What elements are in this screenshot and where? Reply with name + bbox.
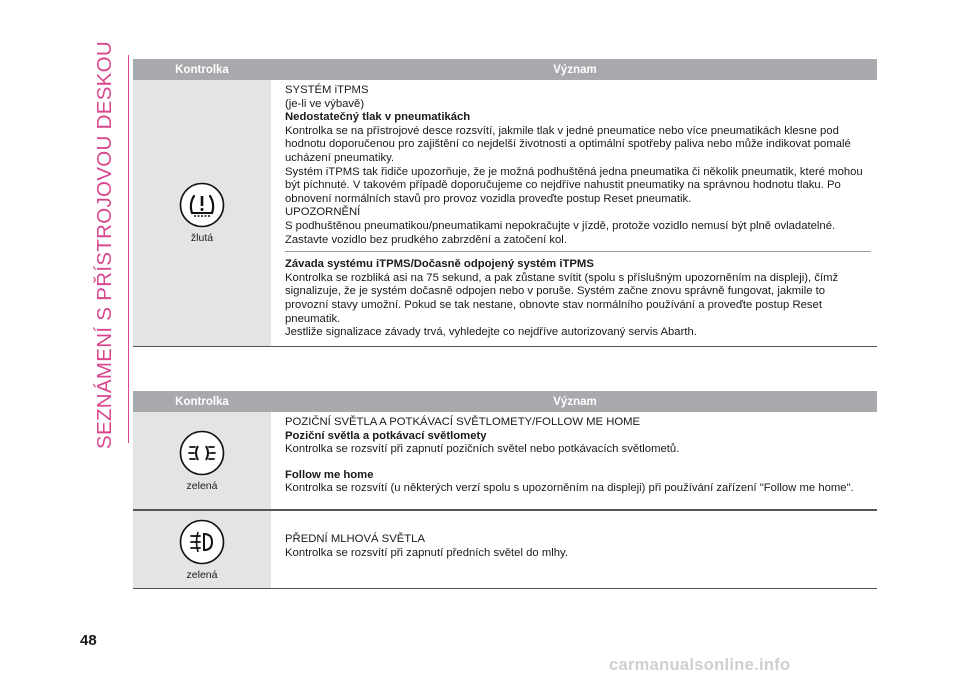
front-fog-light-icon	[179, 519, 225, 565]
paragraph-heading: Poziční světla a potkávací světlomety	[285, 429, 487, 442]
paragraph-heading: Follow me home	[285, 468, 374, 481]
icon-color-label: zelená	[186, 568, 218, 581]
paragraph-heading: Závada systému iTPMS/Dočasně odpojený systém iTPMS	[285, 258, 594, 271]
icon-color-label: zelená	[186, 479, 218, 492]
table-row	[133, 510, 877, 589]
header-kontrolka: Kontrolka	[175, 63, 229, 76]
tire-pressure-warning-icon	[179, 182, 225, 228]
paragraph: SYSTÉM iTPMS	[285, 84, 369, 96]
icon-color-label: žlutá	[190, 231, 214, 244]
table-row	[133, 412, 877, 510]
paragraph: Kontrolka se na přístrojové desce rozsvítí, jakmile tlak v jedné pneumatice nebo více pneumatikách klesne pod hodnotu doporučenou pro zajištění co nejdelší životnosti a optimální spotřeby paliva nebo může indikovat pomalé ucházení pneumatiky.	[285, 124, 851, 164]
paragraph: Kontrolka se rozsvítí (u některých verzí spolu s upozorněním na displeji) při používání zařízení "Follow me home".	[285, 482, 854, 495]
warning-table-2	[133, 391, 877, 589]
position-lights-icon	[179, 430, 225, 476]
footer-watermark: carmanualsonline.info	[609, 656, 791, 674]
warning-table-1	[133, 59, 877, 347]
paragraph: Jestliže signalizace závady trvá, vyhledejte co nejdříve autorizovaný servis Abarth.	[285, 326, 697, 339]
icon-cell	[133, 80, 271, 346]
paragraph: S podhuštěnou pneumatikou/pneumatikami nepokračujte v jízdě, protože vozidlo nemusí být plně ovladatelné. Zastavte vozidlo bez prudkého zabrzdění a zatočení kol.	[285, 219, 836, 246]
paragraph-heading: Nedostatečný tlak v pneumatikách	[285, 111, 471, 124]
table-header	[133, 391, 877, 412]
sub-section	[285, 251, 871, 340]
paragraph: Kontrolka se rozsvítí při zapnutí pozičních světel nebo potkávacích světlometů.	[285, 443, 680, 456]
icon-cell	[133, 412, 271, 509]
paragraph: (je-li ve výbavě)	[285, 97, 365, 110]
meaning-cell	[271, 80, 877, 346]
icon-cell	[133, 511, 271, 588]
header-vyznam: Význam	[553, 63, 597, 76]
paragraph: PŘEDNÍ MLHOVÁ SVĚTLA	[285, 533, 425, 545]
side-divider-line	[128, 55, 129, 443]
sub-section	[285, 465, 871, 496]
paragraph: POZIČNÍ SVĚTLA A POTKÁVACÍ SVĚTLOMETY/FOLLOW ME HOME	[285, 416, 641, 428]
paragraph: UPOZORNĚNÍ	[285, 206, 361, 219]
paragraph: Systém iTPMS tak řidiče upozorňuje, že je možná podhuštěná jedna pneumatika či několik pneumatik, které mohou být píchnuté. V takovém případě doporučujeme co nejdříve nahustit pneumatiky na správnou hodnotu tlaku. Po obnovení normálních stavů pro provoz vozidla proveďte postup Reset pneumatik.	[285, 165, 863, 205]
side-section-title: SEZNÁMENÍ S PŘÍSTROJOVOU DESKOU	[93, 41, 116, 449]
table-row	[133, 80, 877, 347]
meaning-cell	[271, 412, 877, 509]
table-header	[133, 59, 877, 80]
meaning-cell	[271, 511, 877, 588]
paragraph: Kontrolka se rozsvítí při zapnutí předních světel do mlhy.	[285, 546, 568, 559]
page-number: 48	[80, 632, 97, 649]
paragraph: Kontrolka se rozbliká asi na 75 sekund, a pak zůstane svítit (spolu s příslušným upozorněním na displeji), čímž signalizuje, že je systém dočasně odpojen nebo v poruše. Systém začne znovu správně fungovat, jakmile to provozní stavy umožní. Pokud se tak nestane, obnovte stav normálního používání a proveďte postup Reset pneumatik.	[285, 271, 839, 325]
header-vyznam: Význam	[553, 395, 597, 408]
header-kontrolka: Kontrolka	[175, 395, 229, 408]
